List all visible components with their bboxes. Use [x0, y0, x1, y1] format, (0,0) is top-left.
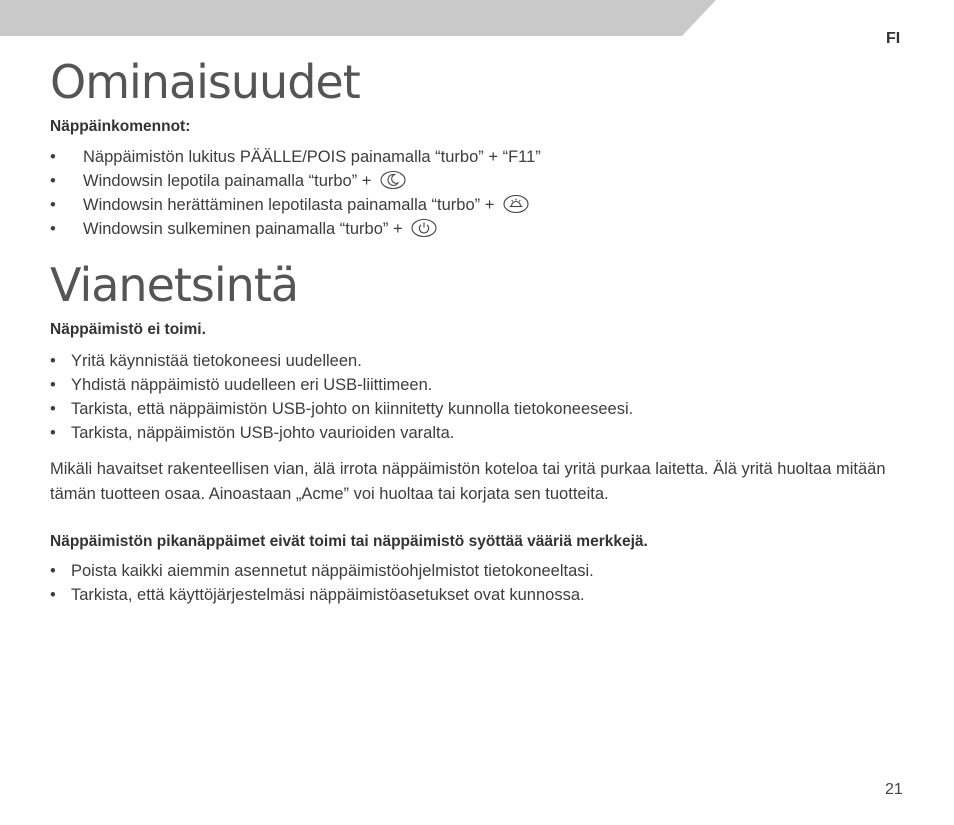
- page-number: 21: [885, 781, 903, 798]
- section-title-troubleshooting: Vianetsintä: [50, 258, 299, 312]
- bullet: •: [50, 562, 56, 580]
- bullet: •: [50, 196, 56, 214]
- wake-icon: [503, 194, 529, 214]
- bullet: •: [50, 172, 56, 190]
- list-item: [50, 397, 633, 421]
- bullet: •: [50, 586, 56, 604]
- bullet: •: [50, 148, 56, 166]
- keyboard-not-working-list: [50, 349, 633, 445]
- section-title-features: Ominaisuudet: [50, 55, 360, 109]
- list-item-text: Tarkista, että käyttöjärjestelmäsi näppäimistöasetukset ovat kunnossa.: [71, 586, 585, 604]
- list-item: [50, 373, 633, 397]
- list-item-text: Tarkista, näppäimistön USB-johto vaurioiden varalta.: [71, 424, 455, 442]
- list-item: [50, 193, 541, 217]
- bullet: •: [50, 424, 56, 442]
- service-warning-paragraph: Mikäli havaitset rakenteellisen vian, älä irrota näppäimistön koteloa tai yritä purkaa laitetta. Älä yritä huoltaa mitään tämän tuotteen osaa. Ainoastaan „Acme” voi huoltaa tai korjata sen tuotteita.: [50, 460, 886, 503]
- subsection-title-key-commands: Näppäinkomennot:: [50, 118, 191, 135]
- list-item-text: Yritä käynnistää tietokoneesi uudelleen.: [71, 352, 362, 370]
- hotkeys-not-working-list: [50, 559, 594, 607]
- header-band: [0, 0, 954, 36]
- list-item: [50, 145, 541, 169]
- list-item: [50, 583, 594, 607]
- power-icon: [411, 218, 437, 238]
- bullet: •: [50, 220, 56, 238]
- key-commands-list: [50, 145, 541, 241]
- list-item: [50, 421, 633, 445]
- list-item-text: Yhdistä näppäimistö uudelleen eri USB-liittimeen.: [71, 376, 433, 394]
- problem-heading-hotkeys-not-working: Näppäimistön pikanäppäimet eivät toimi tai näppäimistö syöttää vääriä merkkejä.: [50, 533, 648, 550]
- list-item: [50, 349, 633, 373]
- list-item-text: Tarkista, että näppäimistön USB-johto on kiinnitetty kunnolla tietokoneeseesi.: [71, 400, 634, 418]
- sleep-icon: [380, 170, 406, 190]
- list-item-text: Windowsin herättäminen lepotilasta painamalla “turbo” +: [83, 196, 495, 214]
- problem-heading-keyboard-not-working: Näppäimistö ei toimi.: [50, 321, 206, 338]
- list-item-text: Poista kaikki aiemmin asennetut näppäimistöohjelmistot tietokoneeltasi.: [71, 562, 594, 580]
- list-item-text: Näppäimistön lukitus PÄÄLLE/POIS painamalla “turbo” + “F11”: [83, 148, 541, 166]
- bullet: •: [50, 400, 56, 418]
- list-item-text: Windowsin lepotila painamalla “turbo” +: [83, 172, 372, 190]
- list-item-text: Windowsin sulkeminen painamalla “turbo” +: [83, 220, 403, 238]
- list-item: [50, 169, 541, 193]
- language-tag: FI: [886, 30, 901, 47]
- bullet: •: [50, 352, 56, 370]
- bullet: •: [50, 376, 56, 394]
- list-item: [50, 217, 541, 241]
- list-item: [50, 559, 594, 583]
